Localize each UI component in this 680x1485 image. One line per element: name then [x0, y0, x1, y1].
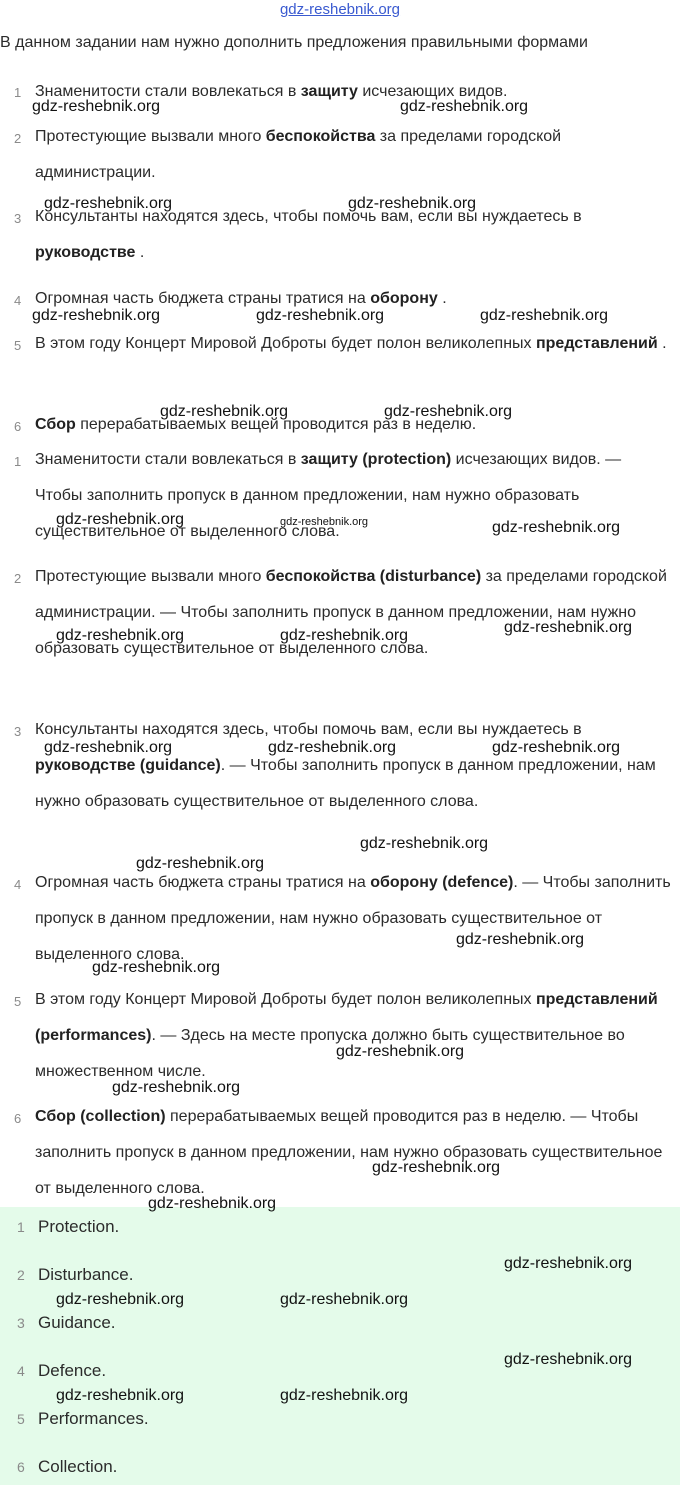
key-word: оборону (defence) [370, 874, 514, 891]
text-part: исчезающих видов. — Чтобы заполнить пропуск в данном предложении, нам нужно образовать существительное от выделенного слова. [35, 451, 622, 540]
key-word: представлений (performances) [35, 991, 658, 1044]
watermark: gdz-reshebnik.org [504, 1351, 633, 1368]
item-number: 6 [17, 1459, 25, 1475]
text-part: Знаменитости стали вовлекаться в [35, 451, 301, 468]
text-part: Знаменитости стали вовлекаться в [35, 83, 301, 100]
text-part: Консультанты находятся здесь, чтобы помочь вам, если вы нуждаетесь в [35, 721, 582, 738]
watermark: gdz-reshebnik.org [44, 195, 173, 212]
watermark: gdz-reshebnik.org [280, 1291, 409, 1308]
watermark: gdz-reshebnik.org [92, 959, 221, 976]
answer-text: Guidance. [38, 1313, 116, 1332]
answer-text: Defence. [38, 1361, 107, 1380]
watermark: gdz-reshebnik.org [504, 1255, 633, 1272]
item-number: 1 [17, 1219, 25, 1235]
watermark: gdz-reshebnik.org [504, 619, 633, 636]
key-word: Сбор [35, 416, 76, 433]
key-word: беспокойства [265, 128, 376, 145]
watermark: gdz-reshebnik.org [56, 1387, 185, 1404]
watermark: gdz-reshebnik.org [336, 1043, 465, 1060]
text-part: . — Чтобы заполнить пропуск в данном предложении, нам нужно образовать существительное от выделенного слова. [35, 757, 656, 810]
text-part: Огромная часть бюджета страны тратися на [35, 874, 371, 891]
watermark: gdz-reshebnik.org [280, 516, 369, 528]
item-number: 4 [14, 877, 22, 892]
watermark: gdz-reshebnik.org [348, 195, 477, 212]
text-part: . [135, 244, 145, 261]
text-part: В этом году Концерт Мировой Доброты будет полон великолепных [35, 991, 536, 1008]
watermark: gdz-reshebnik.org [280, 627, 409, 644]
site-title-link[interactable]: gdz-reshebnik.org [279, 1, 401, 18]
text-part: . — Чтобы заполнить пропуск в данном предложении, нам нужно образовать существительное от выделенного слова. [35, 874, 671, 963]
watermark: gdz-reshebnik.org [256, 307, 385, 324]
key-word: беспокойства (disturbance) [265, 568, 482, 585]
text-part: В этом году Концерт Мировой Доброты будет полон великолепных [35, 335, 536, 352]
text-part: за пределами городской администрации. — Чтобы заполнить пропуск в данном предложении, нам нужно образовать существительное от выделенного слова. [35, 568, 667, 657]
item-number: 2 [14, 571, 22, 586]
watermark: gdz-reshebnik.org [136, 855, 265, 872]
watermark: gdz-reshebnik.org [160, 403, 289, 420]
item-number: 3 [14, 211, 22, 226]
watermark: gdz-reshebnik.org [112, 1079, 241, 1096]
key-word: защиту (protection) [300, 451, 452, 468]
watermark: gdz-reshebnik.org [56, 1291, 185, 1308]
text-part: . — Здесь на месте пропуска должно быть существительное во множественном числе. [35, 1027, 625, 1080]
watermark: gdz-reshebnik.org [492, 519, 621, 536]
text-part: перерабатываемых вещей проводится раз в неделю. [75, 416, 477, 433]
item-number: 3 [17, 1315, 25, 1331]
answers-panel [0, 1207, 680, 1485]
watermark: gdz-reshebnik.org [492, 739, 621, 756]
key-word: руководстве (guidance) [35, 757, 221, 774]
key-word: оборону [370, 290, 438, 307]
item-number: 2 [14, 131, 22, 146]
item-number: 1 [14, 85, 22, 100]
intro-text: В данном задании нам нужно дополнить предложения правильными формами [0, 34, 588, 51]
watermark: gdz-reshebnik.org [384, 403, 513, 420]
watermark: gdz-reshebnik.org [280, 1387, 409, 1404]
watermark: gdz-reshebnik.org [32, 98, 161, 115]
text-part: за пределами городской администрации. [35, 128, 562, 181]
item-number: 4 [14, 293, 22, 308]
item-number: 2 [17, 1267, 25, 1283]
item-number: 1 [14, 454, 22, 469]
watermark: gdz-reshebnik.org [360, 835, 489, 852]
answer-text: Performances. [38, 1409, 149, 1428]
key-word: руководстве [35, 244, 136, 261]
text-part: . [437, 290, 447, 307]
text-part: Протестующие вызвали много [35, 568, 266, 585]
item-number: 5 [14, 994, 22, 1009]
text-part: Огромная часть бюджета страны тратися на [35, 290, 371, 307]
text-part: Протестующие вызвали много [35, 128, 266, 145]
item-number: 5 [14, 338, 22, 353]
key-word: Сбор (collection) [35, 1108, 166, 1125]
watermark: gdz-reshebnik.org [32, 307, 161, 324]
watermark: gdz-reshebnik.org [372, 1159, 501, 1176]
watermark: gdz-reshebnik.org [56, 511, 185, 528]
watermark: gdz-reshebnik.org [44, 739, 173, 756]
watermark: gdz-reshebnik.org [268, 739, 397, 756]
watermark: gdz-reshebnik.org [400, 98, 529, 115]
watermark: gdz-reshebnik.org [148, 1195, 277, 1212]
item-number: 6 [14, 1111, 22, 1126]
item-number: 6 [14, 419, 22, 434]
item-number: 3 [14, 724, 22, 739]
answer-text: Disturbance. [38, 1265, 134, 1284]
text-part: перерабатываемых вещей проводится раз в неделю. — Чтобы заполнить пропуск в данном предложении, нам нужно образовать существительное от выделенного слова. [35, 1108, 663, 1197]
item-number: 4 [17, 1363, 25, 1379]
text-part: . [657, 335, 667, 352]
watermark: gdz-reshebnik.org [456, 931, 585, 948]
watermark: gdz-reshebnik.org [56, 627, 185, 644]
answer-text: Collection. [38, 1457, 118, 1476]
key-word: представлений [535, 335, 658, 352]
item-number: 5 [17, 1411, 25, 1427]
watermark: gdz-reshebnik.org [480, 307, 609, 324]
key-word: защиту [300, 83, 358, 100]
answer-text: Protection. [38, 1217, 120, 1236]
text-part: исчезающих видов. [357, 83, 508, 100]
text-part: Консультанты находятся здесь, чтобы помочь вам, если вы нуждаетесь в [35, 208, 582, 225]
